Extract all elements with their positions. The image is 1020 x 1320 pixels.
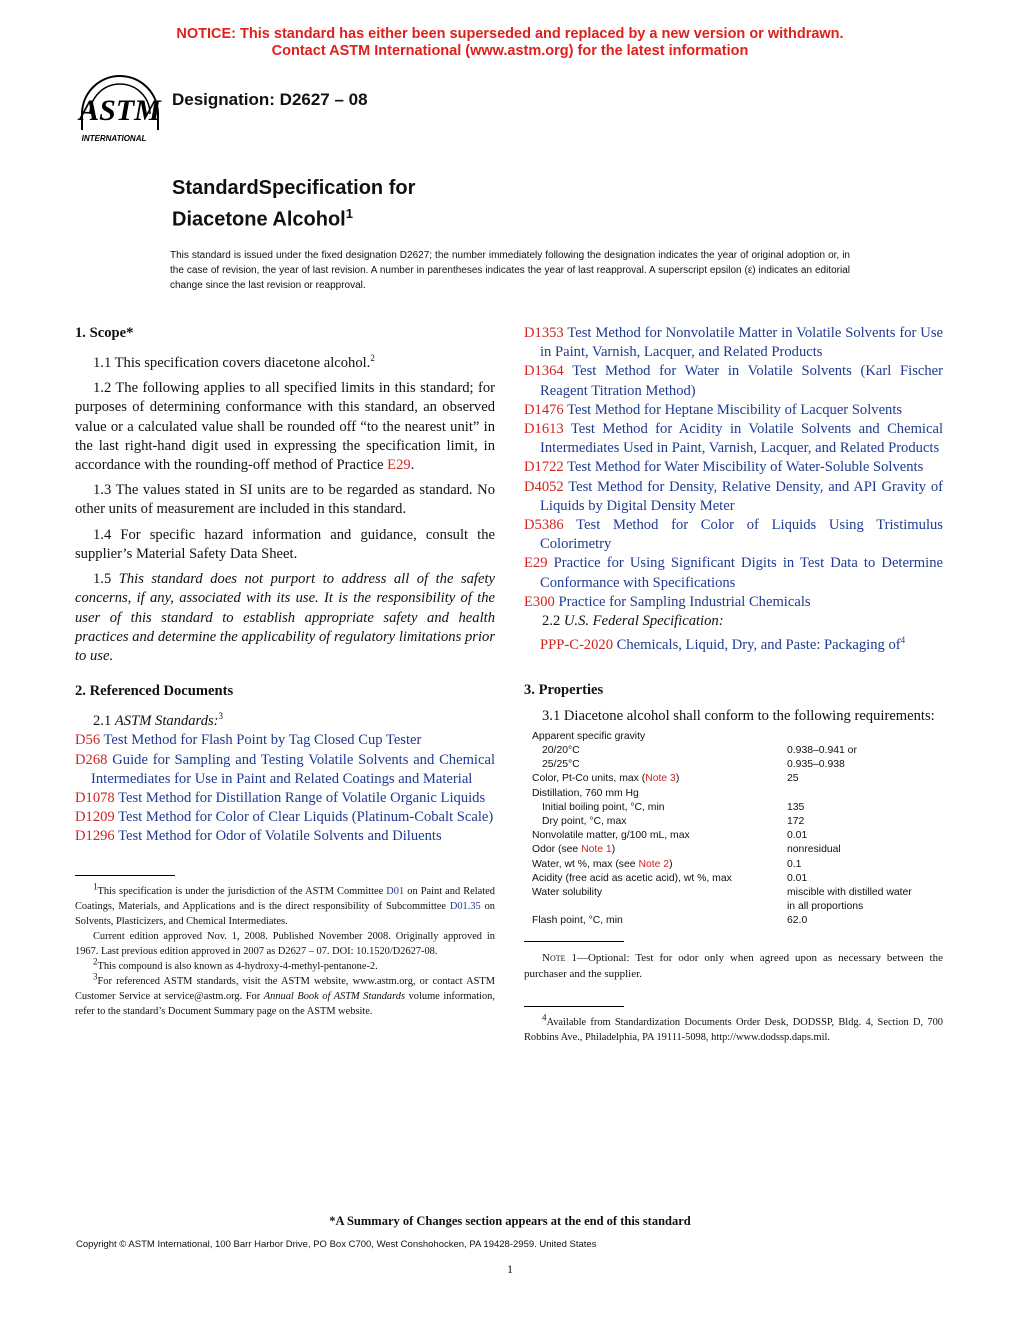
reference-item[interactable]: [524, 478, 943, 516]
ref-code[interactable]: D4052: [524, 478, 564, 495]
property-label: [532, 858, 787, 872]
reference-item[interactable]: [524, 593, 943, 612]
property-row: [532, 758, 942, 772]
reference-item[interactable]: [524, 554, 943, 592]
footnote-rule-right: [524, 1006, 624, 1007]
property-label: [532, 829, 787, 843]
property-value: in all proportions: [787, 901, 864, 913]
ref-title[interactable]: Test Method for Density, Relative Density, and API Gravity of Liquids by Digital Density Meter: [540, 478, 944, 514]
property-label-text: Water solubility: [532, 886, 603, 898]
title-line-1: StandardSpecification for: [172, 177, 416, 199]
para-1-1-text: 1.1 This specification covers diacetone alcohol.: [93, 355, 371, 372]
ref-title[interactable]: Test Method for Color of Clear Liquids (Platinum-Cobalt Scale): [118, 809, 494, 826]
property-value: 0.01: [787, 872, 808, 884]
property-value: [787, 787, 942, 801]
ref-code[interactable]: D56: [75, 732, 101, 749]
property-label: [532, 872, 787, 886]
property-label-text: Nonvolatile matter, g/100 mL, max: [532, 830, 690, 842]
property-label: [532, 787, 787, 801]
ref-code[interactable]: D1209: [75, 809, 115, 826]
reference-item[interactable]: [524, 324, 943, 362]
para-2-2: [524, 612, 943, 631]
property-label-text: Odor (see: [532, 844, 582, 856]
link-e29[interactable]: E29: [387, 457, 411, 474]
link-d01-35[interactable]: D01.35: [449, 900, 481, 912]
ref-code[interactable]: D1613: [524, 421, 564, 438]
ref-code[interactable]: PPP-C-2020: [540, 637, 613, 654]
footnote-1: [75, 881, 495, 929]
note-link[interactable]: Note 2: [638, 858, 670, 870]
ref-title[interactable]: Test Method for Heptane Miscibility of Lacquer Solvents: [567, 401, 903, 418]
para-2-1-num: 2.1: [93, 713, 115, 730]
para-1-5-text: This standard does not purport to address all of the safety concerns, if any, associated with its use. It is the responsibility of the user of this standard to establish appropriate safety and health practices and determine the applicability of regulatory limitations prior to use.: [75, 571, 495, 664]
ref-title[interactable]: Test Method for Acidity in Volatile Solvents and Chemical Intermediates Used in Paint, Varnish, Lacquer, and Related Products: [540, 421, 943, 457]
footnote-2-text: This compound is also known as 4-hydroxy-4-methyl-pentanone-2.: [97, 960, 378, 972]
reference-item[interactable]: [75, 808, 495, 827]
para-1-3: 1.3 The values stated in SI units are to be regarded as standard. No other units of measurement are included in this standard.: [75, 482, 495, 518]
property-row: [532, 730, 942, 744]
property-value: 0.01: [787, 830, 808, 842]
designation: Designation: D2627 – 08: [172, 90, 368, 109]
reference-item[interactable]: [524, 516, 943, 554]
ref-title[interactable]: Practice for Sampling Industrial Chemicals: [558, 593, 811, 610]
properties-table: [532, 730, 942, 929]
ref-code[interactable]: D1296: [75, 828, 115, 845]
property-row: [532, 787, 942, 801]
note-1-text: —Optional: Test for odor only when agreed upon as necessary between the purchaser and the supplier.: [524, 951, 943, 980]
property-value: 172: [787, 815, 805, 827]
ref-title[interactable]: Test Method for Color of Liquids Using Tristimulus Colorimetry: [540, 517, 943, 553]
property-label: [532, 900, 787, 914]
property-label-text: Apparent specific gravity: [532, 730, 646, 742]
property-label-after: ): [669, 858, 673, 870]
notice-line-2: Contact ASTM International (www.astm.org) for the latest information: [271, 43, 749, 59]
para-2-2-text: U.S. Federal Specification:: [563, 613, 724, 630]
left-column: [75, 324, 495, 1019]
property-label-after: ): [675, 773, 680, 785]
reference-item[interactable]: [524, 420, 943, 458]
para-1-2: [75, 379, 495, 475]
notice-line-1: NOTICE: This standard has either been superseded and replaced by a new version or withdrawn.: [176, 26, 844, 42]
para-1-5-num: 1.5: [93, 571, 119, 588]
property-row: [532, 815, 942, 829]
para-3-1: 3.1 Diacetone alcohol shall conform to the following requirements:: [542, 707, 935, 724]
property-label-after: ): [611, 844, 616, 856]
property-label: [532, 815, 787, 829]
footnote-4: [524, 1012, 943, 1045]
footnote-1-num: 1: [93, 881, 98, 892]
refdocs-heading: 2. Referenced Documents: [75, 683, 234, 700]
reference-item[interactable]: [75, 789, 495, 808]
reference-item[interactable]: [75, 827, 495, 846]
footnote-3-italic: Annual Book of ASTM Standards: [263, 990, 406, 1002]
reference-item[interactable]: [524, 458, 943, 477]
footnote-ref-2[interactable]: 2: [370, 353, 375, 364]
property-value: miscible with distilled water: [787, 886, 912, 898]
property-row: [532, 872, 942, 886]
ref-title[interactable]: Chemicals, Liquid, Dry, and Paste: Packaging of: [616, 637, 901, 654]
ref-code[interactable]: D1364: [524, 363, 564, 380]
property-label-text: Dry point, °C, max: [542, 815, 627, 827]
note-link[interactable]: Note 1: [581, 844, 612, 856]
footnote-2: [75, 956, 495, 974]
property-label: [532, 886, 787, 900]
ref-code[interactable]: D268: [75, 751, 108, 768]
ref-code[interactable]: D1722: [524, 459, 564, 476]
property-row: [532, 843, 942, 857]
property-label: [532, 914, 787, 928]
property-value: [787, 730, 942, 744]
property-label: [532, 801, 787, 815]
property-value: 0.1: [787, 858, 802, 870]
ref-title[interactable]: Test Method for Odor of Volatile Solvents and Diluents: [118, 828, 442, 845]
footnote-1-text-a: This specification is under the jurisdiction of the ASTM Committee: [97, 885, 387, 897]
ref-title[interactable]: Test Method for Distillation Range of Volatile Organic Liquids: [118, 789, 486, 806]
para-2-2-num: 2.2: [542, 613, 564, 630]
para-2-1: [75, 707, 495, 731]
para-1-4: 1.4 For specific hazard information and guidance, consult the supplier’s Material Safety Data Sheet.: [75, 526, 495, 562]
footnote-1-edition: Current edition approved Nov. 1, 2008. Published November 2008. Originally approved in 1967. Last previous edition approved in 2007 as D2627 – 07. DOI: 10.1520/D2627-08.: [75, 930, 495, 957]
footnote-rule: [75, 875, 175, 876]
property-label: [532, 772, 787, 786]
property-row: [532, 801, 942, 815]
document-title: [172, 175, 415, 233]
footnote-3: [75, 971, 495, 1019]
para-1-2-text: 1.2 The following applies to all specified limits in this standard; for purposes of determining conformance with this standard, an observed value or a calculated value shall be rounded off “to the nearest unit” in the last right-hand digit used in expressing the specification limit, in accordance with the rounding-off method of Practice: [75, 380, 495, 474]
para-1-5: [75, 570, 495, 666]
ref-title[interactable]: Test Method for Water in Volatile Solvents (Karl Fischer Reagent Titration Method): [540, 363, 943, 399]
title-name: Diacetone Alcohol: [172, 208, 346, 231]
ref-code[interactable]: E29: [524, 555, 548, 572]
title-footnote-ref[interactable]: 1: [345, 206, 353, 221]
ref-code[interactable]: E300: [524, 593, 555, 610]
reference-item[interactable]: [75, 751, 495, 789]
property-label-text: 20/20°C: [542, 744, 580, 756]
reference-item[interactable]: [524, 362, 943, 400]
property-label-text: 25/25°C: [542, 759, 580, 771]
preamble: This standard is issued under the fixed designation D2627; the number immediately following the designation indicates the year of original adoption or, in the case of revision, the year of last revision. A number in parentheses indicates the year of last reapproval. A superscript epsilon (ε) indicates an editorial change since the last revision or reapproval.: [170, 250, 850, 291]
property-label-text: Color, Pt-Co units, max (: [532, 773, 646, 785]
ref-code[interactable]: D1078: [75, 789, 115, 806]
property-value: 135: [787, 801, 805, 813]
property-label: [532, 730, 787, 744]
property-row: [532, 858, 942, 872]
properties-heading: 3. Properties: [524, 682, 604, 699]
footnote-3-text-b: volume information, refer to the standard’s Document Summary page on the ASTM website.: [75, 990, 495, 1017]
property-label-text: Distillation, 760 mm Hg: [532, 787, 639, 799]
ref-title[interactable]: Test Method for Nonvolatile Matter in Volatile Solvents for Use in Paint, Varnish, Lacquer, and Related Products: [540, 325, 943, 361]
note-1: [524, 950, 943, 982]
reference-list-left: [75, 731, 495, 846]
property-value: nonresidual: [787, 844, 841, 856]
property-label: [532, 843, 787, 857]
note-1-label: Note 1: [542, 951, 577, 964]
copyright: Copyright © ASTM International, 100 Barr Harbor Drive, PO Box C700, West Conshohocken, PA 19428-2959. United States: [76, 1239, 597, 1250]
ref-code[interactable]: D1476: [524, 401, 564, 418]
footnote-ref-4[interactable]: 4: [900, 635, 906, 646]
ref-code[interactable]: D5386: [524, 517, 564, 534]
property-label-text: Water, wt %, max (see: [532, 858, 639, 870]
para-1-1: [75, 349, 495, 373]
ref-ppp-c-2020[interactable]: [540, 631, 943, 655]
note-link[interactable]: Note 3: [645, 773, 676, 785]
property-value: 25: [787, 773, 799, 785]
ref-title[interactable]: Test Method for Flash Point by Tag Closed Cup Tester: [103, 732, 422, 749]
logo-subtext: INTERNATIONAL: [81, 134, 147, 143]
astm-logo: [74, 74, 166, 144]
table-rule: [524, 941, 624, 942]
footnote-1-text-c: on Solvents, Plasticizers, and Chemical Intermediates.: [75, 900, 495, 927]
ref-title[interactable]: Test Method for Water Miscibility of Water-Soluble Solvents: [567, 459, 924, 476]
ref-title[interactable]: Practice for Using Significant Digits in Test Data to Determine Conformance with Specifications: [540, 555, 943, 591]
title-line-2: [172, 201, 415, 233]
summary-note: *A Summary of Changes section appears at the end of this standard: [329, 1214, 691, 1228]
property-value: 62.0: [787, 915, 808, 927]
superseded-notice: [0, 26, 1020, 60]
property-row: [532, 886, 942, 900]
ref-title[interactable]: Guide for Sampling and Testing Volatile Solvents and Chemical Intermediates for Use in Paint and Related Coatings and Material: [91, 751, 495, 787]
para-2-1-text: ASTM Standards:: [114, 713, 219, 730]
ref-code[interactable]: D1353: [524, 325, 564, 341]
footnote-4-text: Available from Standardization Documents Order Desk, DODSSP, Bldg. 4, Section D, 700 Robbins Ave., Philadelphia, PA 19111-5098, http://www.dodssp.daps.mil.: [524, 1016, 943, 1043]
property-row: [532, 744, 942, 758]
right-column: [524, 324, 943, 1045]
property-label-text: Flash point, °C, min: [532, 915, 623, 927]
property-row: [532, 829, 942, 843]
reference-item[interactable]: [524, 401, 943, 420]
page-number: 1: [507, 1262, 513, 1276]
para-1-2-end: .: [410, 457, 415, 474]
property-label-text: Acidity (free acid as acetic acid), wt %, max: [532, 872, 732, 884]
scope-heading: 1. Scope*: [75, 325, 134, 341]
footnote-ref-3[interactable]: 3: [218, 711, 224, 722]
reference-list-right: [524, 324, 943, 612]
property-label: [532, 744, 787, 758]
footnote-2-num: 2: [93, 956, 98, 967]
footnote-3-num: 3: [93, 971, 98, 982]
property-row: [532, 914, 942, 928]
property-row: [532, 772, 942, 786]
property-value: 0.938–0.941 or: [787, 744, 857, 756]
reference-item[interactable]: [75, 731, 495, 750]
footnote-3-text-a: For referenced ASTM standards, visit the ASTM website, www.astm.org, or contact ASTM Customer Service at service@astm.org. For: [75, 975, 495, 1002]
footnote-1-text-b: on Paint and Related Coatings, Materials, and Applications and is the direct responsibility of Subcommittee: [75, 885, 495, 912]
property-label-text: Initial boiling point, °C, min: [542, 801, 665, 813]
link-d01[interactable]: D01: [386, 885, 405, 897]
property-value: 0.935–0.938: [787, 759, 845, 771]
footnote-4-num: 4: [542, 1012, 547, 1023]
logo-text: ASTM: [79, 94, 161, 127]
property-row: [532, 900, 942, 914]
property-label: [532, 758, 787, 772]
